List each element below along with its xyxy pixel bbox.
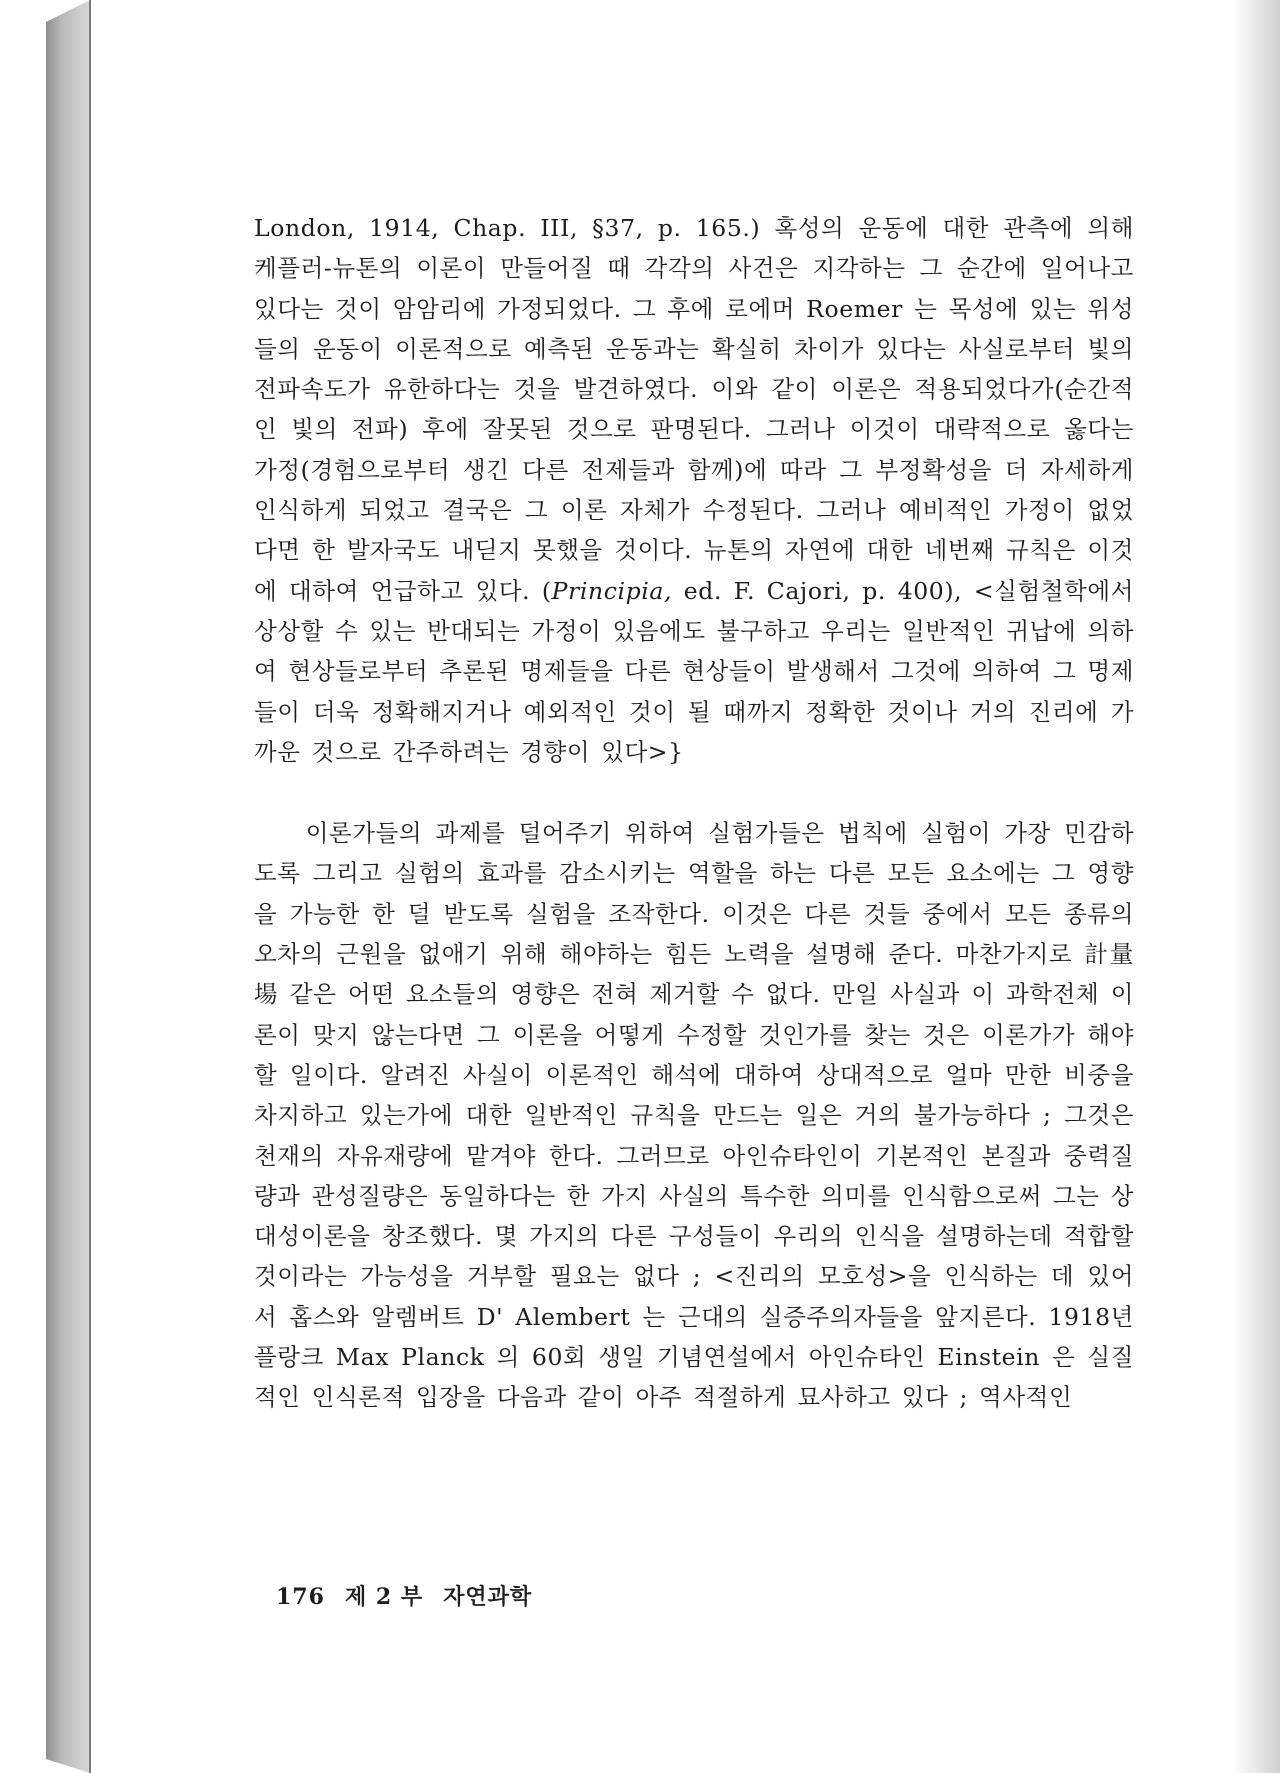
spine-bottom-corner xyxy=(46,1759,90,1773)
footer-section-label: 자연과학 xyxy=(443,1584,533,1610)
paragraph-1-text-continued: ed. F. Cajori, p. 400), <실험철학에서 상상할 수 있는 반대되는 가정이 있음에도 불구하고 우리는 일반적인 귀납에 의하여 현상들로부터 추론된 명제들을 다른 현상들이 발생해서 그것에 의하여 그 명제들이 더욱 정확해지거나 예외적인 것이 될 때까지 정확한 것이나 거의 진리에 가까운 것으로 간주하려는 경향이 있다>} xyxy=(254,576,1134,766)
book-spine-edge xyxy=(46,0,90,1773)
footer-part-label: 제 2 부 xyxy=(344,1584,424,1610)
paragraph-1-text: London, 1914, Chap. III, §37, p. 165.) 혹성의 운동에 대한 관측에 의해 케플러-뉴톤의 이론이 만들어질 때 각각의 사건은 지각하는 그 순간에 일어나고 있다는 것이 암암리에 가정되었다. 그 후에 로에머 Roemer 는 목성에 있는 위성들의 운동이 이론적으로 예측된 운동과는 확실히 차이가 있다는 사실로부터 빛의 전파속도가 유한하다는 것을 발견하였다. 이와 같이 이론은 적용되었다가(순간적인 빛의 전파) 후에 잘못된 것으로 판명된다. 그러나 이것이 대략적으로 옳다는 가정(경험으로부터 생긴 다른 전제들과 함께)에 따라 그 부정확성을 더 자세하게 인식하게 되었고 결국은 그 이론 자체가 수정된다. 그러나 예비적인 가정이 없었다면 한 발자국도 내딛지 못했을 것이다. 뉴톤의 자연에 대한 네번째 규칙은 이것에 대하여 언급하고 있다. ( xyxy=(254,214,1135,605)
spine-top-corner xyxy=(46,0,90,22)
paragraph-2: 이론가들의 과제를 덜어주기 위하여 실험가들은 법칙에 실험이 가장 민감하도록 그리고 실험의 효과를 감소시키는 역할을 하는 다른 모든 요소에는 그 영향을 가능한 한 덜 받도록 실험을 조작한다. 이것은 다른 것들 중에서 모든 종류의 오차의 근원을 없애기 위해 해야하는 힘든 노력을 설명해 준다. 마찬가지로 計量場 같은 어떤 요소들의 영향은 전혀 제거할 수 없다. 만일 사실과 이 과학전체 이론이 맞지 않는다면 그 이론을 어떻게 수정할 것인가를 찾는 것은 이론가가 해야 할 일이다. 알려진 사실이 이론적인 해석에 대하여 상대적으로 얼마 만한 비중을 차지하고 있는가에 대한 일반적인 규칙을 만드는 일은 거의 불가능하다 ; 그것은 천재의 자유재량에 맡겨야 한다. 그러므로 아인슈타인이 기본적인 본질과 중력질량과 관성질량은 동일하다는 한 가지 사실의 특수한 의미를 인식함으로써 그는 상대성이론을 창조했다. 몇 가지의 다른 구성들이 우리의 인식을 설명하는데 적합할 것이라는 가능성을 거부할 필요는 없다 ; <진리의 모호성>을 인식하는 데 있어서 홉스와 알렘버트 D' Alembert 는 근대의 실증주의자들을 앞지른다. 1918년 플랑크 Max Planck 의 60회 생일 기념연설에서 아인슈타인 Einstein 은 실질적인 인식론적 입장을 다음과 같이 아주 적절하게 묘사하고 있다 ; 역사적인 xyxy=(254,819,1134,1412)
page-right-shadow xyxy=(1232,0,1280,1773)
page-footer xyxy=(276,1580,532,1611)
body-text xyxy=(254,208,1134,1418)
citation-title: Principia, xyxy=(551,576,673,605)
page-number: 176 xyxy=(276,1584,325,1610)
paragraph-1 xyxy=(254,208,1134,772)
